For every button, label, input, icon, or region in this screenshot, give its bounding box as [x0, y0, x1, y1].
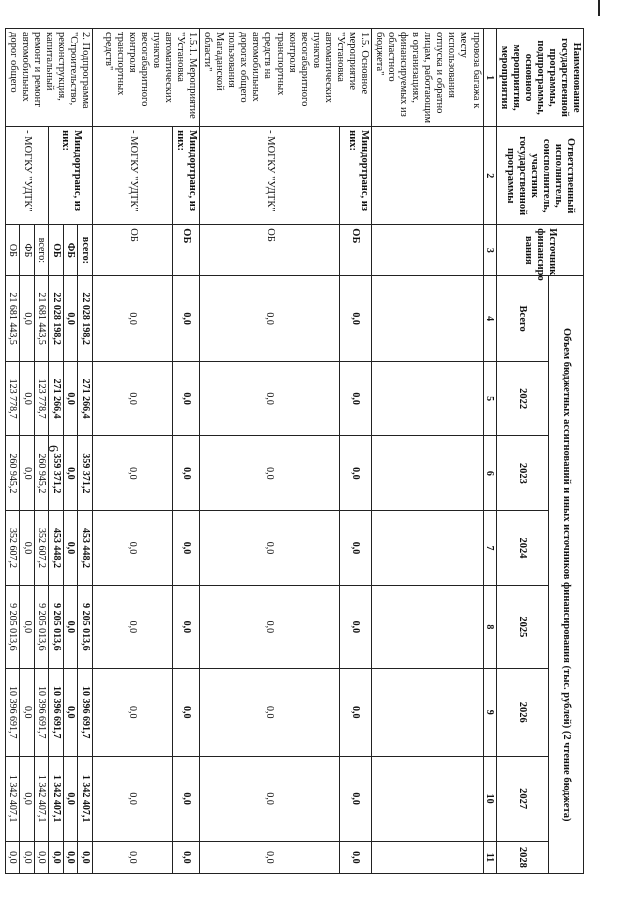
- value-cell: 453 448,2: [49, 511, 64, 586]
- source-cell: всего:: [78, 225, 93, 276]
- table-row: [34, 29, 49, 874]
- colnum: 9: [483, 669, 496, 756]
- column-number-row: [483, 29, 496, 874]
- value-cell: 10 396 691,7: [49, 669, 64, 756]
- value-cell: 0,0: [200, 841, 340, 873]
- value-cell: 0,0: [93, 276, 173, 361]
- colnum: 1: [483, 29, 496, 127]
- value-cell: 0,0: [200, 669, 340, 756]
- value-cell: 0,0: [339, 436, 371, 511]
- value-cell: 0,0: [173, 756, 200, 841]
- colnum: 7: [483, 511, 496, 586]
- value-cell: 0,0: [93, 361, 173, 436]
- colnum: 8: [483, 585, 496, 668]
- value-cell: 0,0: [93, 756, 173, 841]
- value-cell: 0,0: [173, 669, 200, 756]
- value-cell: 0,0: [200, 511, 340, 586]
- colnum: 2: [483, 127, 496, 225]
- value-cell: 0,0: [64, 361, 79, 436]
- value-cell: 359 371,2: [49, 436, 64, 511]
- value-cell: 0,0: [34, 841, 49, 873]
- responsible-cell: - МОГКУ "УДТК": [5, 127, 49, 225]
- budget-table-sheet: [7, 28, 584, 874]
- responsible-cell: - МОГКУ "УДТК": [93, 127, 173, 225]
- value-cell: 453 448,2: [78, 511, 93, 586]
- header-year: 2028: [496, 841, 548, 873]
- value-cell: 0,0: [20, 585, 35, 668]
- value-cell: 10 396 691,7: [34, 669, 49, 756]
- value-cell: 1 342 407,1: [78, 756, 93, 841]
- colnum: 4: [483, 276, 496, 361]
- value-cell: 1 342 407,1: [49, 756, 64, 841]
- value-cell: 0,0: [200, 276, 340, 361]
- responsible-cell: Миндортранс, из них:: [49, 127, 93, 225]
- value-cell: 0,0: [93, 841, 173, 873]
- value-cell: 0,0: [173, 841, 200, 873]
- value-cell: 0,0: [64, 669, 79, 756]
- value-cell: 0,0: [339, 669, 371, 756]
- value-cell: 271 266,4: [78, 361, 93, 436]
- value-cell: 0,0: [93, 511, 173, 586]
- value-cell: 0,0: [339, 756, 371, 841]
- value-cell: 21 681 443,5: [5, 276, 20, 361]
- value-cell: 21 681 443,5: [34, 276, 49, 361]
- value-cell: 0,0: [173, 511, 200, 586]
- source-cell: всего:: [34, 225, 49, 276]
- header-year: 2025: [496, 585, 548, 668]
- source-cell: ОБ: [200, 225, 340, 276]
- header-volume: Объем бюджетных ассигнований и иных источников финансирования (тыс. рублей) (2 чтение бюджета): [548, 276, 583, 874]
- value-cell: 9 205 013,6: [78, 585, 93, 668]
- value-cell: 0,0: [64, 841, 79, 873]
- value-cell: 0,0: [64, 436, 79, 511]
- value-cell: 10 396 691,7: [78, 669, 93, 756]
- page-number: 6: [45, 445, 60, 452]
- program-name-cell: 2. Подпрограмма "Строительство, реконструкция, капитальный ремонт и ремонт автомобильных дорог общего: [5, 29, 92, 127]
- value-cell: 0,0: [64, 756, 79, 841]
- responsible-cell: - МОГКУ "УДТК": [200, 127, 340, 225]
- value-cell: 9 205 013,6: [34, 585, 49, 668]
- header-total: Всего: [496, 276, 548, 361]
- value-cell: 0,0: [339, 511, 371, 586]
- value-cell: 22 028 198,2: [49, 276, 64, 361]
- colnum: 10: [483, 756, 496, 841]
- header-year: 2024: [496, 511, 548, 586]
- value-cell: 0,0: [20, 511, 35, 586]
- value-cell: 0,0: [64, 585, 79, 668]
- value-cell: 0,0: [339, 841, 371, 873]
- budget-table: [5, 28, 584, 874]
- value-cell: 0,0: [200, 436, 340, 511]
- value-cell: 123 778,7: [5, 361, 20, 436]
- value-cell: 0,0: [78, 841, 93, 873]
- value-cell: 0,0: [200, 585, 340, 668]
- value-cell: 0,0: [93, 585, 173, 668]
- header-year: 2026: [496, 669, 548, 756]
- program-name-cell: провоза багажа к месту использования отпуска и обратно лицам, работающим в организациях, финансируемых из областного бюджета": [372, 29, 484, 127]
- value-cell: 0,0: [93, 436, 173, 511]
- source-cell: ОБ: [49, 225, 64, 276]
- header-row-1: [548, 29, 583, 874]
- value-cell: 123 778,7: [34, 361, 49, 436]
- value-cell: 0,0: [49, 841, 64, 873]
- source-cell: ОБ: [5, 225, 20, 276]
- header-name: Наименование государственной программы, подпрограммы, основного мероприятия, мероприятия: [496, 29, 583, 127]
- value-cell: 0,0: [173, 276, 200, 361]
- value-cell: 271 266,4: [49, 361, 64, 436]
- value-cell: 10 396 691,7: [5, 669, 20, 756]
- value-cell: 260 945,2: [5, 436, 20, 511]
- value-cell: 0,0: [64, 511, 79, 586]
- value-cell: 260 945,2: [34, 436, 49, 511]
- value-cell: 0,0: [200, 361, 340, 436]
- value-cell: 0,0: [20, 276, 35, 361]
- value-cell: 1 342 407,1: [5, 756, 20, 841]
- value-cell: 0,0: [20, 841, 35, 873]
- value-cell: 22 028 198,2: [78, 276, 93, 361]
- header-responsible: Ответственный исполнитель, соисполнитель, участник государственной программы: [496, 127, 583, 225]
- colnum: 11: [483, 841, 496, 873]
- value-cell: 1 342 407,1: [34, 756, 49, 841]
- margin-rule: [598, 0, 600, 16]
- value-cell: 0,0: [64, 276, 79, 361]
- value-cell: 0,0: [339, 361, 371, 436]
- value-cell: 352 607,2: [5, 511, 20, 586]
- value-cell: 0,0: [173, 361, 200, 436]
- value-cell: 0,0: [339, 276, 371, 361]
- colnum: 6: [483, 436, 496, 511]
- source-cell: ФБ: [64, 225, 79, 276]
- responsible-cell: Миндортранс, из них:: [173, 127, 200, 225]
- table-row: [93, 29, 173, 874]
- header-source: Источник финансиро вания: [496, 225, 583, 276]
- table-row: [78, 29, 93, 874]
- program-name-cell: 1.5.1. Мероприятие "Установка автоматических пунктов весогабаритного контроля транспортных средств": [93, 29, 200, 127]
- colnum: 3: [483, 225, 496, 276]
- table-row: [339, 29, 371, 874]
- header-year: 2027: [496, 756, 548, 841]
- source-cell: ФБ: [20, 225, 35, 276]
- table-row: [200, 29, 340, 874]
- program-name-cell: 1.5. Основное мероприятие "Установка автоматических пунктов весогабаритного контроля транспортных средств на автомобильных дорогах общего пользования Магаданской области": [200, 29, 372, 127]
- responsible-cell: Миндортранс, из них:: [339, 127, 371, 225]
- value-cell: 0,0: [173, 585, 200, 668]
- colnum: 5: [483, 361, 496, 436]
- value-cell: 9 205 013,6: [49, 585, 64, 668]
- value-cell: 0,0: [20, 669, 35, 756]
- value-cell: 0,0: [173, 436, 200, 511]
- source-cell: ОБ: [339, 225, 371, 276]
- value-cell: 0,0: [20, 361, 35, 436]
- value-cell: 0,0: [5, 841, 20, 873]
- table-row: [372, 29, 484, 874]
- value-cell: 9 205 013,6: [5, 585, 20, 668]
- value-cell: 0,0: [200, 756, 340, 841]
- value-cell: 0,0: [93, 669, 173, 756]
- header-year: 2022: [496, 361, 548, 436]
- value-cell: 0,0: [20, 756, 35, 841]
- table-row: [173, 29, 200, 874]
- source-cell: ОБ: [173, 225, 200, 276]
- header-year: 2023: [496, 436, 548, 511]
- value-cell: 352 607,2: [34, 511, 49, 586]
- source-cell: ОБ: [93, 225, 173, 276]
- value-cell: 359 371,2: [78, 436, 93, 511]
- value-cell: 0,0: [20, 436, 35, 511]
- value-cell: 0,0: [339, 585, 371, 668]
